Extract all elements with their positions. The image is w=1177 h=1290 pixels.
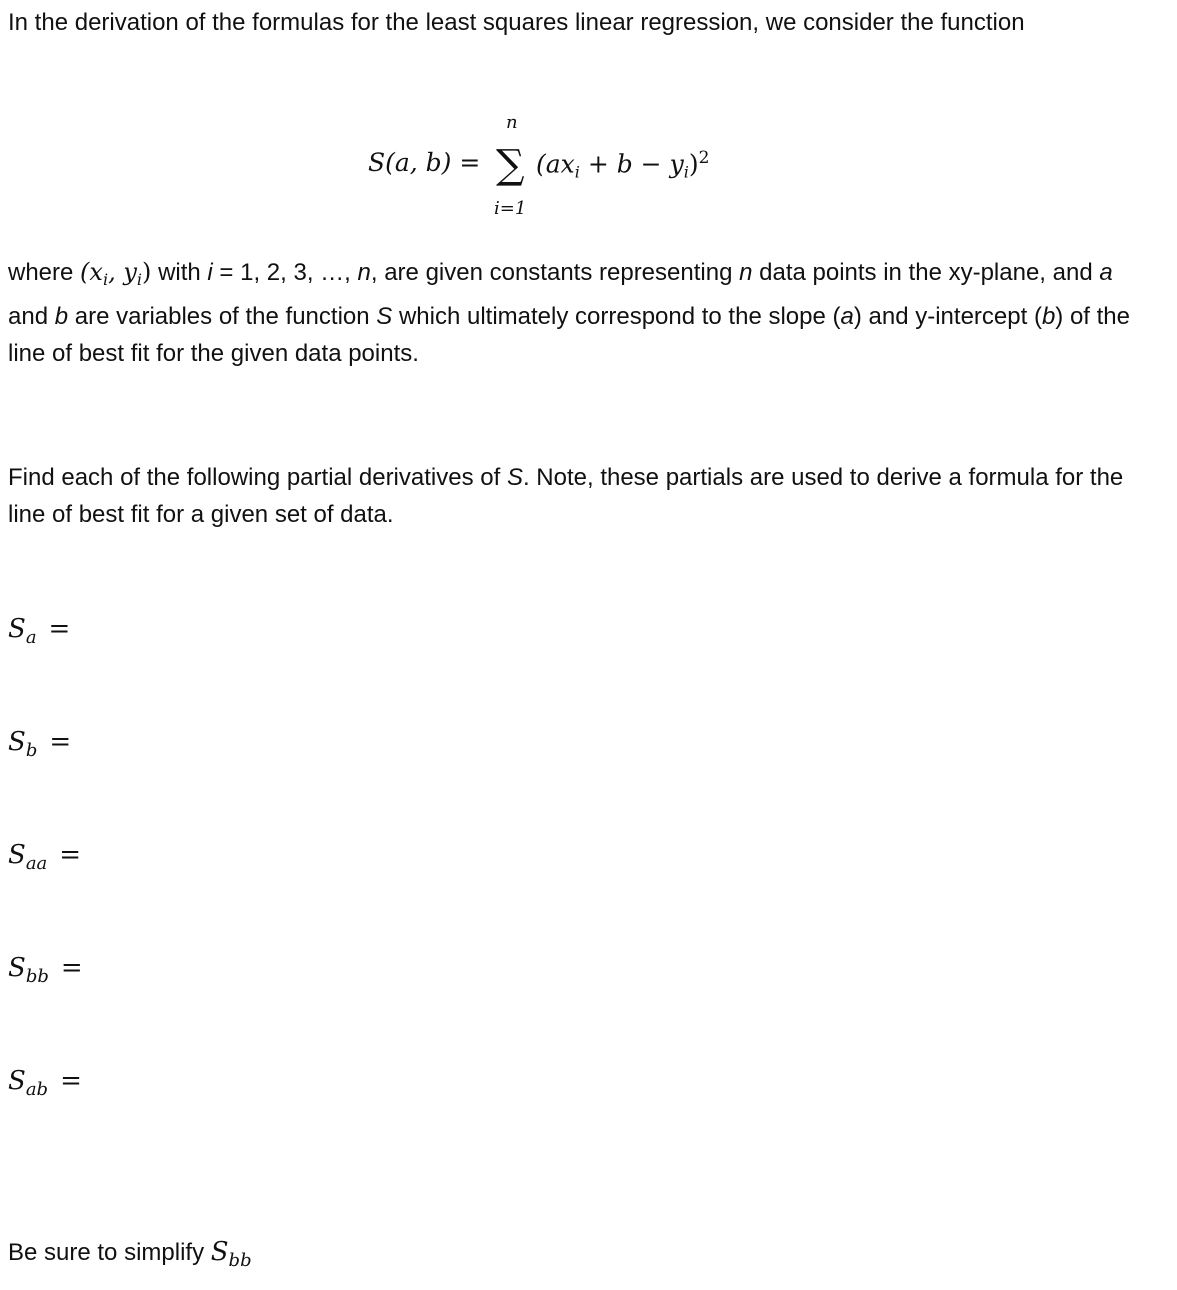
intro-paragraph: [8, 4, 1158, 41]
partial-sab: $S_{ab}$ =: [8, 1066, 82, 1100]
sum-upper-limit: n: [506, 112, 518, 133]
formula-lhs: S(a, b) =: [368, 148, 481, 177]
data-point-pair: ($x_i$, $y_i$): [80, 258, 152, 289]
partial-sb: $S_b$ =: [8, 727, 72, 761]
simplify-note: Be sure to simplify $S_{bb}$: [8, 1237, 252, 1271]
sum-lower-limit: i=1: [494, 198, 527, 219]
sum-symbol: ∑: [496, 142, 525, 188]
formula-summand: $(ax_i + b - y_i)^2$: [536, 148, 710, 182]
partial-sbb: $S_{bb}$ =: [8, 953, 83, 987]
where-paragraph: where ($x_i$, $y_i$) with i = 1, 2, 3, …, n, are given constants representing n data points in the xy-plane, and a and b are variables of the function S which ultimately correspond to the slope (a) and y-intercept (b) of the line of best fit for the given data points.: [8, 258, 1131, 367]
intro-text: In the derivation of the formulas for the least squares linear regression, we consider the function: [8, 9, 1025, 36]
partial-sa: $S_a$ =: [8, 614, 71, 648]
task-paragraph: Find each of the following partial derivatives of S. Note, these partials are used to derive a formula for the line of best fit for a given set of data.: [8, 464, 1124, 528]
partial-saa: $S_{aa}$ =: [8, 840, 82, 874]
